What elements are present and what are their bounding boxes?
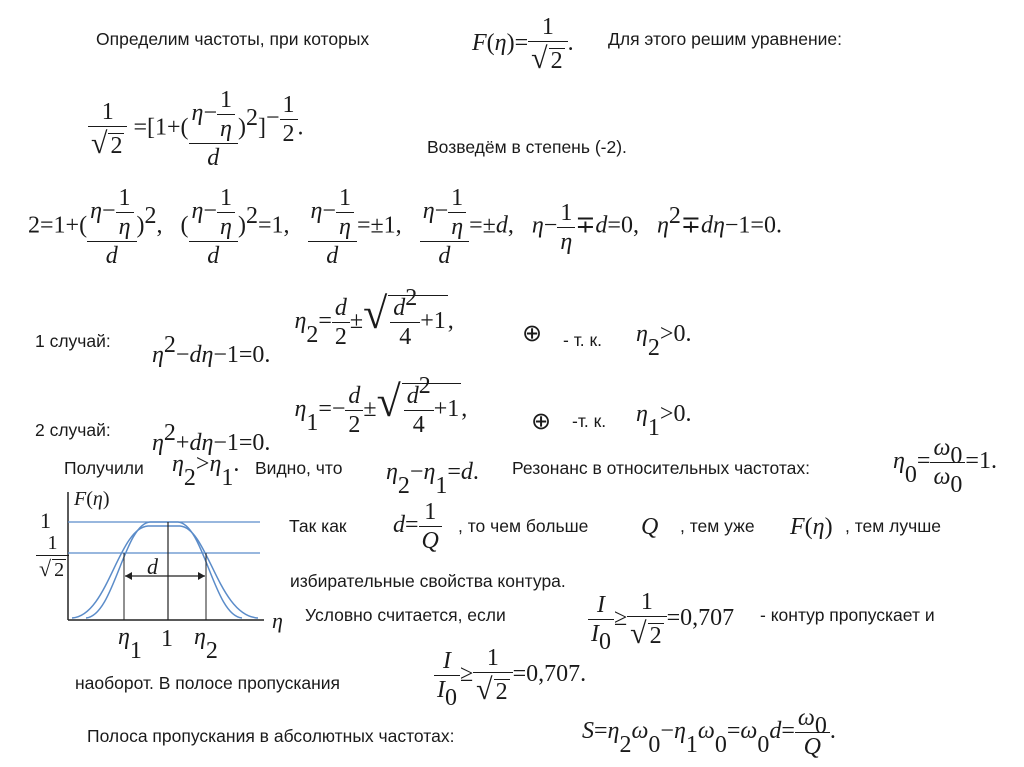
formula-F-eq: F(η)= $\frac{1}{√ 2}$ . — [472, 14, 574, 75]
text-bandwidth: Полоса пропускания в абсолютных частотах: — [87, 726, 455, 746]
formula-bandwidth: S=η2ω0−η1ω0=ω0d= $\frac{\omega 0}{Q}$ . — [582, 705, 836, 760]
wide-curve — [72, 526, 258, 618]
text-tk-1: - т. к. — [563, 330, 603, 350]
diagram-y-label: F(η) — [74, 488, 110, 510]
formula-I-ratio-1: $\frac{I}{I0}$ ≥ $\frac{1}{√ 2}$ =0,707 — [588, 590, 734, 649]
text-got: Получили — [64, 458, 144, 478]
formula-eta2-gt-eta1: η2>η1. — [172, 451, 240, 491]
oplus-icon: ⊕ — [522, 321, 543, 347]
diagram-one-label: 1 — [161, 626, 173, 652]
text-since: Так как — [289, 516, 347, 536]
text-case-1: 1 случай: — [35, 331, 111, 351]
text-conditionally: Условно считается, если — [305, 605, 506, 625]
text-case-2: 2 случай: — [35, 420, 111, 440]
diagram-tick-1: 1 — [40, 508, 51, 533]
text-seen: Видно, что — [255, 458, 343, 478]
formula-row-steps: 2=1+( η− $\frac{1}{\eta}$ d )2, ( η− $\frac{1}{\eta}$ d )2=1, η− $\frac{1}{\eta}$ d =±1, η− $\frac{1}{\eta}$ d =±d, η− $\frac{1}{\eta}$ ∓d=0, η2∓dη−1=0. — [28, 185, 782, 269]
narrow-curve — [86, 522, 242, 618]
diagram-d-label: d — [147, 554, 158, 579]
text-conversely: наоборот. В полосе пропускания — [75, 673, 341, 693]
formula-F-eta: F(η) — [790, 514, 833, 540]
text-the-narrower: , тем уже — [680, 516, 755, 536]
formula-case-1: η2−dη−1=0. η2= $\frac{d}{2}$ ±√ $\frac{d2}{4}$ +1, — [152, 284, 454, 368]
diagram-x-label: η — [272, 608, 283, 633]
formula-main-equation: $\frac{1}{√ 2}$ =[1+( η− $\frac{1}{\eta}$ d )2]− $\frac{1}{2}$ . — [88, 88, 304, 170]
diagram-eta2-label: η2 — [194, 624, 218, 664]
formula-d-eq-1-over-Q: d= $\frac{1}{Q}$ — [393, 500, 442, 553]
diagram-eta1-label: η1 — [118, 624, 142, 664]
formula-resonance: η0= $\frac{\omega 0}{\omega 0}$ =1. — [893, 435, 997, 498]
formula-Q: Q — [641, 514, 659, 540]
text-the-more: , то чем больше — [458, 516, 589, 536]
formula-eta2-positive: η2>0. — [636, 321, 692, 361]
formula-case-2: η2+dη−1=0. η1=− $\frac{d}{2}$ ±√ $\frac{d2}{4}$ +1, — [152, 372, 468, 456]
text-raise-power: Возведём в степень (-2). — [427, 137, 627, 157]
text-tk-2: -т. к. — [572, 411, 607, 431]
text-selective: избирательные свойства контура. — [290, 571, 566, 591]
diagram-tick-frac: $\frac{1}{√ 2}$ — [36, 533, 69, 580]
text-solve: Для этого решим уравнение: — [608, 29, 843, 49]
text-intro: Определим частоты, при которых — [96, 29, 370, 49]
d-arrow-right-head — [198, 572, 205, 580]
d-arrow-left-head — [125, 572, 132, 580]
formula-I-ratio-2: $\frac{I}{I0}$ ≥ $\frac{1}{√ 2}$ =0,707. — [434, 646, 586, 705]
text-resonance: Резонанс в относительных частотах: — [512, 458, 811, 478]
text-passes: - контур пропускает и — [760, 605, 935, 625]
text-the-better: , тем лучше — [845, 516, 942, 536]
formula-eta1-positive: η1>0. — [636, 401, 692, 441]
oplus-icon: ⊕ — [531, 409, 552, 435]
formula-eta-difference: η2−η1=d. — [386, 459, 479, 499]
